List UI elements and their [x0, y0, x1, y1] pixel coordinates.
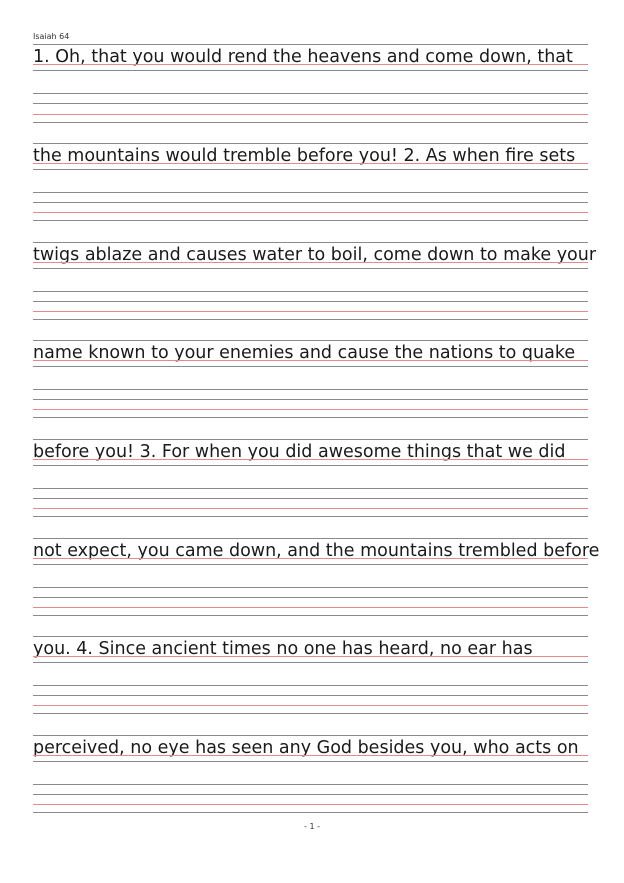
practice-text-line-6: not expect, you came down, and the mountains trembled before: [33, 541, 600, 561]
guide-line: [33, 636, 588, 637]
guide-line: [33, 713, 588, 714]
guide-line: [33, 301, 588, 302]
guide-line: [33, 538, 588, 539]
guide-line: [33, 685, 588, 686]
baseline-guide: [33, 508, 588, 509]
guide-line: [33, 417, 588, 418]
baseline-guide: [33, 409, 588, 410]
page-header-title: Isaiah 64: [33, 32, 70, 41]
guide-line: [33, 564, 588, 565]
practice-text-line-1: 1. Oh, that you would rend the heavens and come down, that: [33, 47, 573, 67]
guide-line: [33, 735, 588, 736]
guide-line: [33, 93, 588, 94]
guide-line: [33, 242, 588, 243]
baseline-guide: [33, 656, 588, 657]
guide-line: [33, 498, 588, 499]
practice-text-line-4: name known to your enemies and cause the nations to quake: [33, 343, 576, 363]
guide-line: [33, 439, 588, 440]
guide-line: [33, 291, 588, 292]
guide-line: [33, 169, 588, 170]
baseline-guide: [33, 262, 588, 263]
guide-line: [33, 761, 588, 762]
handwriting-practice-sheet: [33, 0, 600, 883]
guide-line: [33, 103, 588, 104]
baseline-guide: [33, 459, 588, 460]
guide-line: [33, 516, 588, 517]
guide-line: [33, 340, 588, 341]
guide-line: [33, 465, 588, 466]
guide-line: [33, 695, 588, 696]
baseline-guide: [33, 755, 588, 756]
guide-line: [33, 488, 588, 489]
guide-line: [33, 202, 588, 203]
guide-line: [33, 794, 588, 795]
practice-text-line-2: the mountains would tremble before you! 2. As when fire sets: [33, 146, 576, 166]
page-number: - 1 -: [304, 822, 320, 831]
baseline-guide: [33, 558, 588, 559]
practice-text-line-7: you. 4. Since ancient times no one has heard, no ear has: [33, 639, 533, 659]
baseline-guide: [33, 212, 588, 213]
guide-line: [33, 192, 588, 193]
baseline-guide: [33, 705, 588, 706]
baseline-guide: [33, 64, 588, 65]
guide-line: [33, 615, 588, 616]
baseline-guide: [33, 804, 588, 805]
baseline-guide: [33, 360, 588, 361]
guide-line: [33, 784, 588, 785]
guide-line: [33, 44, 588, 45]
baseline-guide: [33, 114, 588, 115]
baseline-guide: [33, 607, 588, 608]
guide-line: [33, 70, 588, 71]
guide-line: [33, 597, 588, 598]
practice-text-line-3: twigs ablaze and causes water to boil, come down to make your: [33, 245, 597, 265]
guide-line: [33, 399, 588, 400]
guide-line: [33, 389, 588, 390]
guide-line: [33, 143, 588, 144]
practice-text-line-8: perceived, no eye has seen any God besides you, who acts on: [33, 738, 579, 758]
practice-text-line-5: before you! 3. For when you did awesome things that we did: [33, 442, 566, 462]
baseline-guide: [33, 311, 588, 312]
guide-line: [33, 812, 588, 813]
baseline-guide: [33, 163, 588, 164]
guide-line: [33, 220, 588, 221]
guide-line: [33, 366, 588, 367]
guide-line: [33, 122, 588, 123]
guide-line: [33, 319, 588, 320]
guide-line: [33, 268, 588, 269]
guide-line: [33, 587, 588, 588]
guide-line: [33, 662, 588, 663]
